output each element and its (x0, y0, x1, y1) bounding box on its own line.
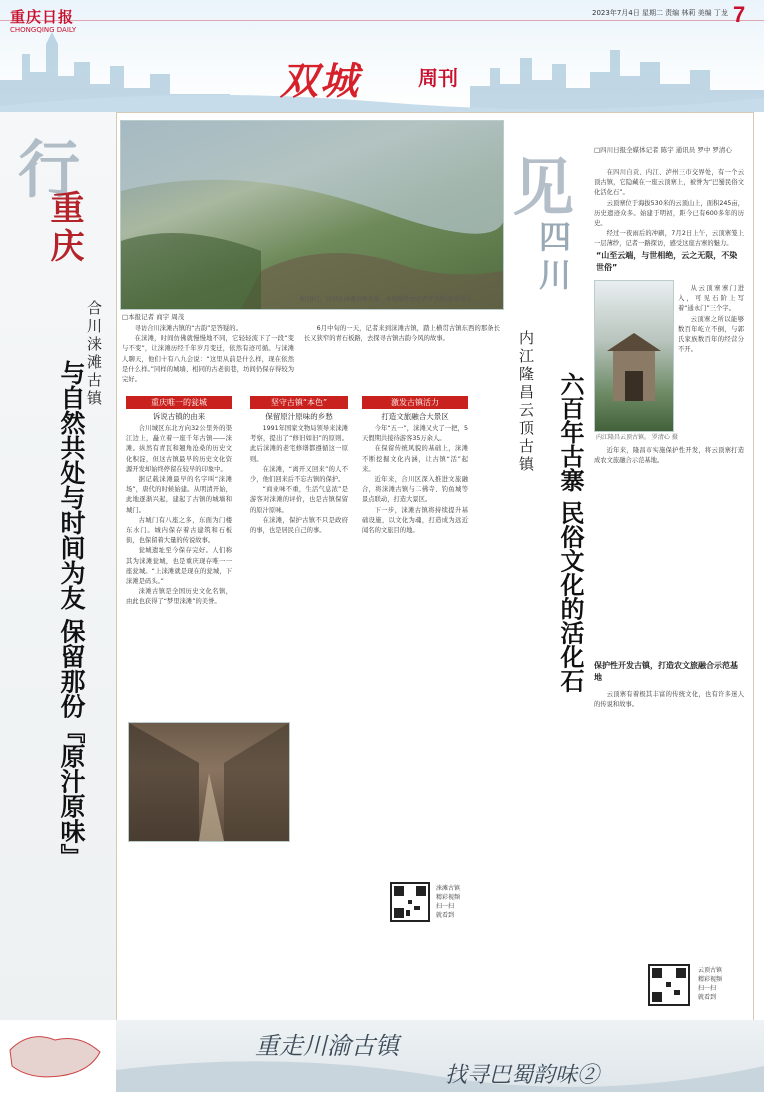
left-qr-code[interactable] (390, 882, 430, 922)
body-para: “商业味不重，生活气息浓”是游客对涞滩的评价，也是古镇保留的原汁原味。 (250, 486, 348, 514)
gate-photo-caption: 内江隆昌云顶古镇。 罗清心 摄 (596, 434, 678, 441)
right-section-body (594, 690, 744, 710)
newspaper-logo: 重庆日报 (10, 8, 75, 26)
skyline-illustration (0, 14, 764, 112)
right-qr-text (698, 966, 746, 1002)
left-section-3-subtitle: 打造文旅融合大景区 (381, 412, 449, 421)
footer-banner (116, 1020, 764, 1092)
right-byline: □四川日报全媒体记者 陈宇 通讯员 罗中 罗清心 (594, 146, 732, 154)
column-suffix: 周刊 (418, 66, 458, 90)
right-section-title: 保护性开发古镇，打造农文旅融合示范基地 (594, 661, 738, 682)
body-para: 今年“五一”，涞滩又火了一把，5天假期共接待游客35万余人。 (362, 425, 468, 443)
body-para: 1991年国家文物局领导来涞滩考察，提出了“修旧如旧”的原则。此后涞滩的老宅修缮都遵循这一原则。 (250, 425, 348, 463)
left-byline: □本报记者 商宇 周茂 (122, 313, 185, 321)
body-para: 瓮城遗址至今保存完好。人们称其为涞滩瓮城，也是重庆现存唯一一座瓮城。“上涞滩就是现在的瓮城，下涞滩是码头。” (126, 547, 232, 586)
body-para: 近年来，合川区深入推进文旅融合，将涞滩古镇与二佛寺、钓鱼城等景点联动，打造大景区。 (362, 476, 468, 504)
qr-text-line: 涞滩古镇 (436, 885, 461, 892)
body-para: 在涞滩，“离开又回来”的人不少，他们回来后不忘古镇的保护。 (250, 465, 348, 484)
dateline: 2023年7月4日 星期二 责编 林莉 美编 丁龙 (592, 9, 728, 17)
left-section-3-body (362, 424, 468, 536)
left-intro (122, 324, 294, 385)
right-deco-region: 四川 (534, 220, 572, 296)
qr-text-line: 扫一扫 (436, 903, 455, 910)
qr-text-line: 精彩视频 (698, 976, 723, 983)
left-deco-region: 重庆 (44, 190, 84, 266)
qr-text-line: 扫一扫 (698, 985, 717, 992)
body-para: 云顶寨之所以能够数百年屹立不倒，与郭氏家族数百年的经营分不开。 (678, 315, 744, 354)
right-deco-char: 见 (512, 151, 575, 224)
right-location: 内江隆昌云顶古镇 (517, 330, 535, 474)
gate-photo (594, 280, 674, 432)
left-qr-text (436, 884, 476, 920)
qr-text-line: 云顶古镇 (698, 967, 723, 974)
qr-text-line: 精彩视频 (436, 894, 461, 901)
left-section-2-body (250, 424, 348, 536)
body-para: 云顶寨位于海拔530米的云顶山上，面积245亩，历史遗迹众多。始建于明初，距今已有600多年的历史。 (594, 199, 744, 228)
qr-text-line: 就看到 (698, 994, 717, 1001)
header-rule (0, 20, 764, 21)
right-intro (594, 168, 744, 250)
qr-code-icon (648, 964, 690, 1006)
body-para: 在四川自贡、内江、泸州三市交界处，有一个云顶古镇，它隐藏在一座云顶寨上，被誉为“巴蜀民俗文化活化石”。 (594, 169, 744, 197)
left-section-1-title: 重庆唯一的瓮城 (126, 396, 232, 409)
right-side-column (678, 284, 744, 355)
landscape-photo-caption: 6月9日，合川区涞滩古镇全景。本组稿件由记者罗芮摄/视觉重庆 (300, 296, 472, 303)
map-graphic (0, 1010, 116, 1092)
left-section-2-subtitle: 保留原汁原味的乡愁 (265, 412, 333, 421)
newspaper-logo-subtitle: CHONGQING DAILY (10, 26, 77, 34)
body-para: 下一步，涞滩古镇将持续提升基础设施，以文化为魂，打造成为远近闻名的文旅目的地。 (362, 506, 468, 535)
left-headline: 与自然共处与时间为友 保留那份『原汁原味』 (57, 360, 86, 869)
gate-photo-graphic (595, 281, 673, 431)
left-location: 合川涞滩古镇 (85, 300, 103, 408)
left-section-3-title: 激发古镇活力 (362, 396, 468, 409)
left-section-2-title: 坚守古镇“本色” (250, 396, 348, 409)
left-intro-para: 6月中旬的一天，记者来到涞滩古镇，踏上横贯古镇东西的那条长长又狭窄的青石板路，去探寻古镇古韵今风的故事。 (304, 325, 500, 343)
footer-graphic (116, 1020, 764, 1092)
body-para: 古城门有八座之多，东面为门楼东水门。城内保存着古建筑和石板街，也保留着大量的传说故事。 (126, 516, 232, 545)
body-para: 在保留传统风貌的基础上，涞滩不断挖掘文化内涵，让古镇“活”起来。 (362, 445, 468, 473)
left-section-1-subtitle: 诉说古镇的由来 (152, 412, 206, 421)
column-name: 双城 (280, 59, 361, 103)
street-photo (128, 722, 290, 842)
landscape-photo (120, 120, 504, 310)
body-para: 据记载涞滩最早的名字叫“涞滩场”，唐代的时候始建。从明清开始，此地逐渐兴起，建起了古镇的城墙和城门。 (126, 476, 232, 514)
body-para: 涞滩古镇是全国历史文化名镇，由此也获得了“梦里涞滩”的美誉。 (126, 588, 232, 606)
left-intro-cont (304, 324, 500, 344)
masthead (0, 0, 764, 112)
left-section-1-body (126, 424, 232, 608)
body-para: 经过一夜雨后的冲刷，7月2日上午，云顶寨笼上一层薄纱，记者一路探访，感受这座古寨的魅力。 (594, 230, 744, 248)
right-body (594, 446, 744, 466)
page-number: 7 (733, 2, 746, 27)
qr-code-icon (390, 882, 430, 922)
body-para: 从云顶寨寨门进入，可见石阶上写着“通永门”三个字。 (678, 285, 744, 313)
photo-placeholder-graphic (121, 121, 503, 309)
footer-subtitle: 找寻巴蜀韵味② (445, 1063, 600, 1088)
body-para: 合川城区东北方向32公里外的渠江边上，矗立着一座千年古镇——涞滩。纵然有青瓦和翘角沧桑的历史文化积淀，但这古镇最早的历史文化资源开发却始终停留在较早的印象中。 (126, 425, 232, 473)
right-headline: 六百年古寨 民俗文化的活化石 (556, 372, 585, 693)
body-para: 近年来，隆昌市实施保护性开发，将云顶寨打造成农文旅融合示范基地。 (594, 447, 744, 465)
left-deco-char: 行 (18, 133, 81, 206)
body-para: 云顶寨有着极其丰富的传统文化，也有许多迷人的传说和故事。 (594, 691, 744, 709)
right-pull-quote: “山至云端，与世相绝，云之无限，不染世俗” (596, 251, 738, 272)
left-intro-para: 寻访合川涞滩古镇的“古韵”是答疑的。 (134, 325, 242, 332)
left-intro-para: 在涞滩，时间仿佛就慢慢地不同，它轻轻流下了一段“变与不变”，让涞滩历经千年岁月变迁，依然有迹可循。与涞滩人聊天，他们十有八九会说：“这里从前是什么样，现在依然是什么样。”同样的城墙、相同的古老街巷，坊间仍保存得较为完好。 (122, 335, 294, 384)
footer-title: 重走川渝古镇 (255, 1032, 399, 1060)
right-qr-code[interactable] (648, 964, 690, 1006)
qr-text-line: 就看到 (436, 912, 455, 919)
body-para: 在涞滩，保护古镇不只是政府的事，也是居民自己的事。 (250, 516, 348, 535)
street-photo-graphic (129, 723, 289, 841)
